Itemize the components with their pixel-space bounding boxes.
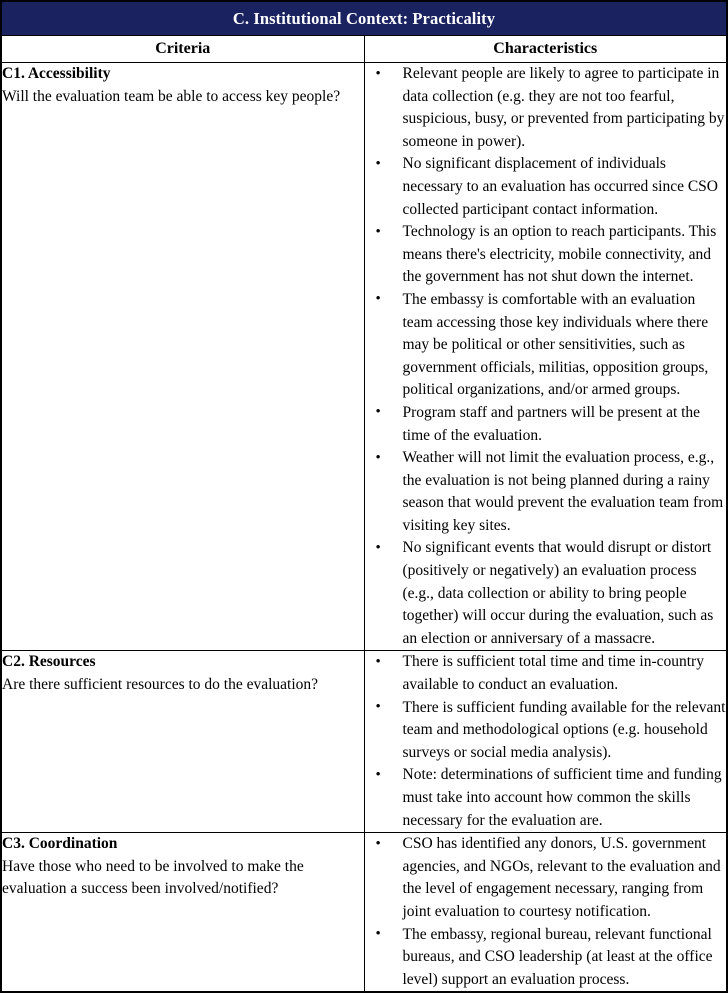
characteristics-cell-c2 [364,651,727,833]
list-item: • There is sufficient total time and time in-country available to conduct an evaluation. [365,651,727,696]
characteristics-list-c3 [365,833,727,991]
section-title: C. Institutional Context: Practicality [1,1,727,36]
table-title-row [1,1,727,36]
list-item: • There is sufficient funding available for the relevant team and methodological options (e.g. household surveys or social media analysis). [365,697,727,765]
list-item: • Program staff and partners will be present at the time of the evaluation. [365,402,727,447]
table-row [1,651,727,833]
characteristics-cell-c3 [364,833,727,993]
criteria-question-c1: Will the evaluation team be able to access key people? [2,87,341,105]
list-item: • Weather will not limit the evaluation process, e.g., the evaluation is not being planned during a rainy season that would prevent the evaluation team from visiting key sites. [365,447,727,537]
criteria-title-c2: C2. Resources [2,653,96,671]
list-item: • Relevant people are likely to agree to participate in data collection (e.g. they are not too fearful, suspicious, busy, or prevented from participating by someone in power). [365,63,727,153]
characteristics-cell-c1 [364,63,727,651]
list-item: • Technology is an option to reach participants. This means there's electricity, mobile connectivity, and the government has not shut down the internet. [365,221,727,289]
list-item: • Note: determinations of sufficient time and funding must take into account how common the skills necessary for the evaluation are. [365,764,727,832]
column-header-characteristics: Characteristics [364,36,727,63]
table-row [1,63,727,651]
column-header-criteria: Criteria [1,36,364,63]
characteristics-list-c2 [365,651,727,832]
criteria-question-c3: Have those who need to be involved to make the evaluation a success been involved/notified? [2,857,304,898]
list-item: • No significant displacement of individuals necessary to an evaluation has occurred since CSO collected participant contact information. [365,153,727,221]
table-header-row [1,36,727,63]
criteria-cell-c2 [1,651,364,833]
list-item: • CSO has identified any donors, U.S. government agencies, and NGOs, relevant to the evaluation and the level of engagement necessary, ranging from joint evaluation to courtesy notification. [365,833,727,923]
list-item: • The embassy is comfortable with an evaluation team accessing those key individuals where there may be political or other sensitivities, such as government officials, militias, opposition groups, political organizations, and/or armed groups. [365,289,727,402]
criteria-title-c1: C1. Accessibility [2,65,111,82]
list-item: • The embassy, regional bureau, relevant functional bureaus, and CSO leadership (at least at the office level) support an evaluation process. [365,924,727,992]
characteristics-list-c1 [365,63,727,650]
criteria-title-c3: C3. Coordination [2,835,118,853]
criteria-question-c2: Are there sufficient resources to do the evaluation? [2,676,319,694]
list-item: • No significant events that would disrupt or distort (positively or negatively) an evaluation process (e.g., data collection or ability to bring people together) will occur during the evaluation, such as an election or anniversary of a massacre. [365,537,727,650]
table-row [1,833,727,993]
criteria-cell-c1 [1,63,364,651]
criteria-cell-c3 [1,833,364,993]
